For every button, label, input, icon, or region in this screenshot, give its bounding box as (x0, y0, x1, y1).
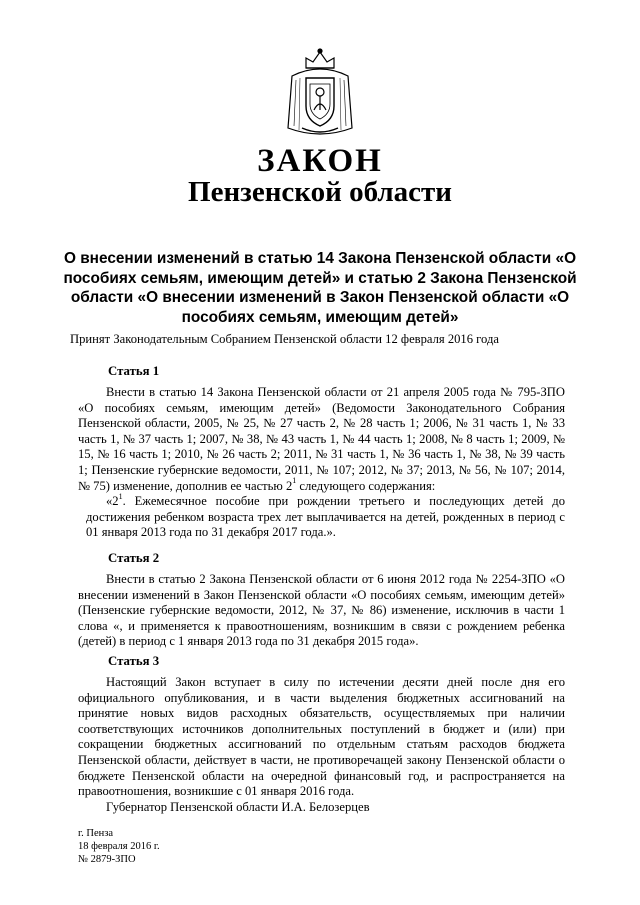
governor-signature: Губернатор Пензенской области И.А. Белозерцев (106, 800, 370, 814)
law-title: ЗАКОН (257, 143, 383, 179)
article-1-body-end: следующего содержания: (296, 478, 436, 493)
law-subtitle: Пензенской области (188, 176, 452, 208)
article-3-heading: Статья 3 (108, 654, 160, 668)
article-2-heading: Статья 2 (108, 551, 160, 565)
law-subject: О внесении изменений в статью 14 Закона Пензенской области «О пособиях семьям, имеющим детей» и статью 2 Закона Пензенской области «О внесении изменений в Закон Пензенской области «О пособиях семьям, имеющим детей» (63, 250, 577, 326)
article-3-text: Настоящий Закон вступает в силу по истечении десяти дней после дня его официального опубликования, и в части выделения бюджетных ассигнований на принятие новых видов расходных обязательств, осуществляемых при наличии соответствующих источников дополнительных поступлений в бюджет и (или) при сокращении бюджетных ассигнований по отдельным статьям расходов бюджета Пензенской области, действует в части, не противоречащей закону Пензенской области о бюджете Пензенской области на очередной финансовый год, и распространяется на правоотношения, возникшие с 01 января 2016 года. (78, 675, 565, 799)
quote-text: . Ежемесячное пособие при рождении третьего и последующих детей до достижения ребенком возраста трех лет выплачивается на детей, рожденных в период с 01 января 2013 года по 31 декабря 2017 года.». (86, 494, 565, 540)
article-1-superscript: 1 (292, 476, 297, 486)
article-1-text (78, 385, 565, 494)
adoption-line: Принят Законодательным Собранием Пензенской области 12 февраля 2016 года (70, 332, 499, 346)
quote-superscript: 1 (118, 491, 123, 501)
footer-date: 18 февраля 2016 г. (78, 841, 160, 852)
article-1-quote (86, 491, 565, 541)
article-1-body: Внести в статью 14 Закона Пензенской области от 21 апреля 2005 года № 795-ЗПО «О пособиях семьям, имеющим детей» (Ведомости Законодательного Собрания Пензенской области, 2005, № 25, № 27 часть 2, № 28 часть 1; 2006, № 31 часть 1, № 33 часть 1, № 37 часть 1; 2007, № 38, № 43 часть 1, № 44 часть 1; 2008, № 8 часть 1; 2009, № 15, № 16 часть 1; 2010, № 26 часть 2; 2011, № 31 часть 1, № 36 часть 1, № 38, № 39 часть 1; Пензенские губернские ведомости, 2011, № 107; 2012, № 37; 2013, № 56, № 107; 2014, № 75) изменение, дополнив ее частью 2 (78, 385, 565, 493)
footer-city: г. Пенза (78, 828, 114, 839)
penza-coat-of-arms-icon (282, 48, 358, 140)
article-1-heading: Статья 1 (108, 364, 160, 378)
footer-number: № 2879-ЗПО (78, 854, 136, 865)
article-2-text: Внести в статью 2 Закона Пензенской области от 6 июня 2012 года № 2254-ЗПО «О внесении изменений в Закон Пензенской области «О пособиях семьям, имеющим детей» (Пензенские губернские ведомости, 2012, № 37, № 86) изменение, исключив в части 1 слова «, и применяется к правоотношениям, возникшим в связи с рождением ребенка (детей) в период с 1 января 2013 года по 31 декабря 2015 года». (78, 572, 565, 649)
quote-prefix: «2 (106, 494, 119, 508)
